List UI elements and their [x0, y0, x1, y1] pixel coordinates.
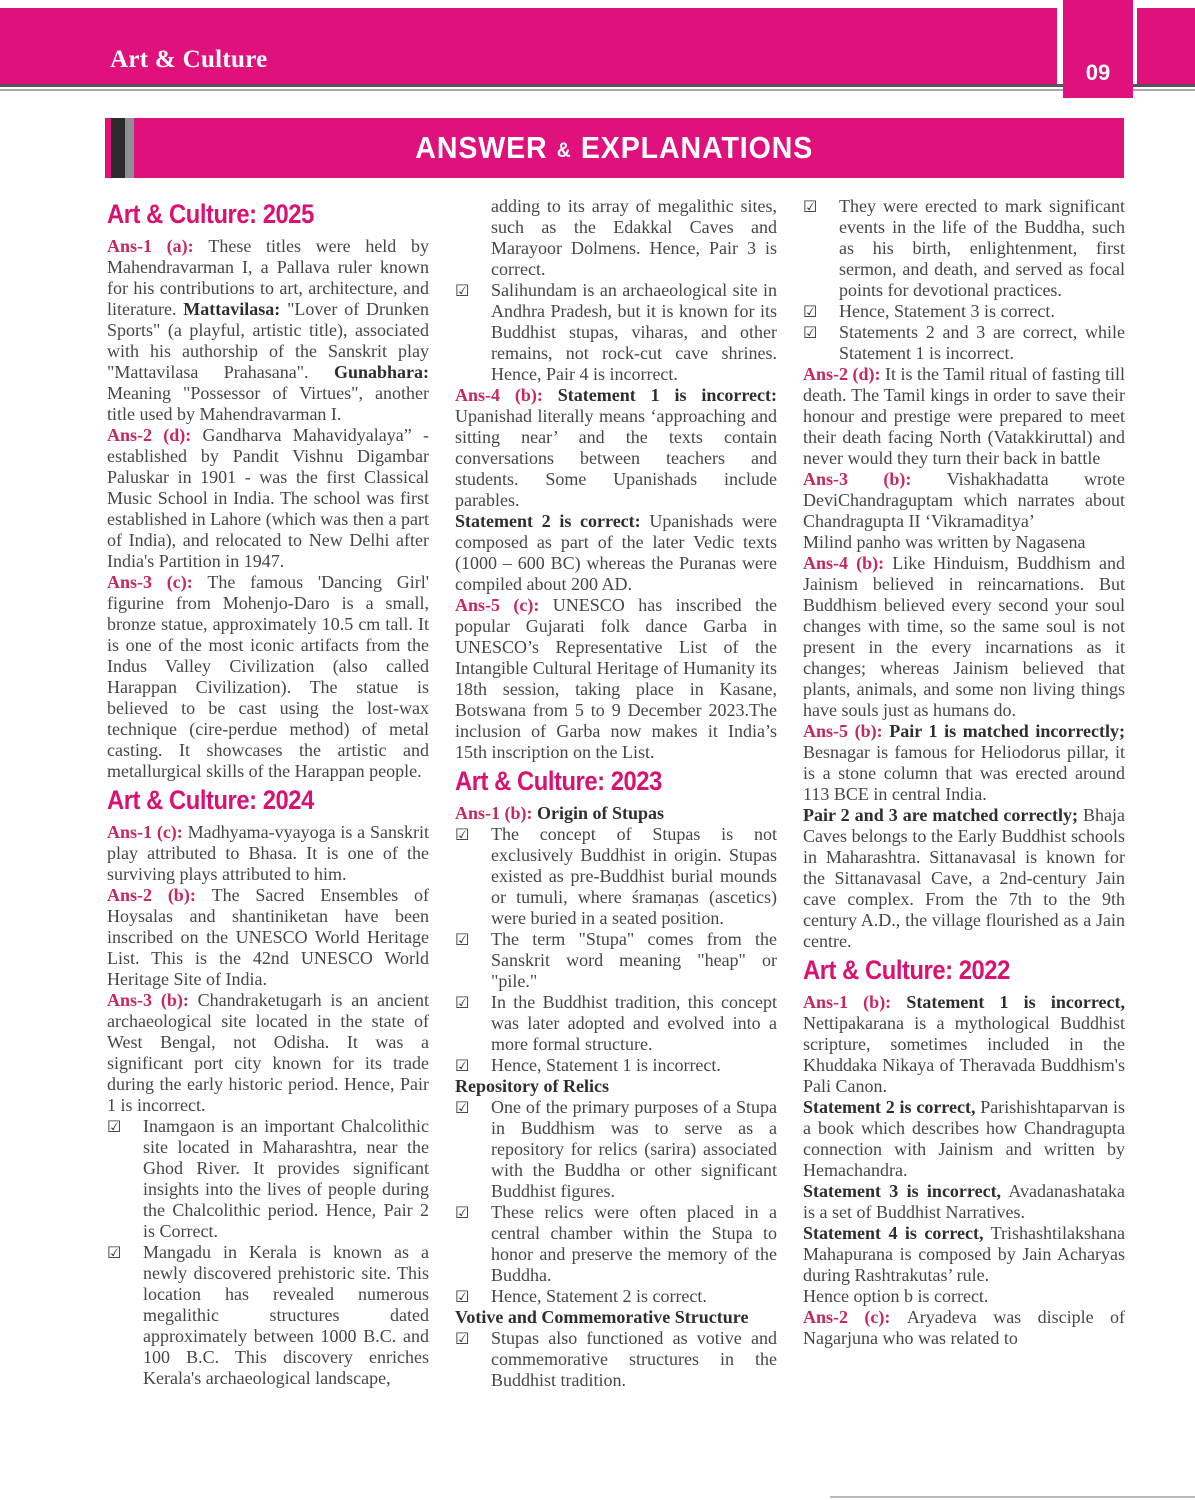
header-corner-block [1137, 8, 1195, 84]
body-text: Salihundam is an archaeological site in Andhra Pradesh, but it is known for its Buddhist stupas, viharas, and other remains, not rock-cut cave shrines. Hence, Pair 4 is incorrect. [491, 280, 777, 384]
check-item-text [839, 196, 1125, 301]
body-text: Stupas also functioned as votive and commemorative structures in the Buddhist tradition. [491, 1328, 777, 1390]
bold-text: Gunabhara: [333, 362, 429, 382]
answer-paragraph [107, 572, 429, 782]
answer-label: Ans-3 (b): [107, 990, 198, 1010]
answer-label: Ans-4 (b): [803, 553, 893, 573]
check-item [455, 280, 777, 385]
body-text: The famous 'Dancing Girl' figurine from Mohenjo-Daro is a small, bronze statue, approximately 10.5 cm tall. It is one of the most iconic artifacts from the Indus Valley Civilization (also called Harappan Civilization). The statue is believed to be cast using the lost-wax technique (cire-perdue method) of metal casting. It showcases the artistic and metallurgical skills of the Harappan people. [107, 572, 429, 781]
section-header-text: Art & Culture: 2023 [455, 766, 662, 796]
check-item-text [491, 929, 777, 992]
check-item-text [143, 1116, 429, 1242]
answer-label: Ans-1 (c): [107, 822, 188, 842]
column-3 [803, 196, 1125, 1496]
checked-checkbox-icon: ☑ [455, 930, 470, 949]
answer-paragraph [803, 805, 1125, 952]
body-text: Parishishtaparvan is a book which describes how Chandragupta connection with Jainism and written by Hemachandra. [803, 1097, 1125, 1180]
body-text: Upanishad literally means ‘approaching and sitting near’ and the texts contain conversations between teachers and students. Some Upanishads include parables. [455, 406, 777, 510]
check-item-text [491, 1286, 777, 1307]
body-text: Nettipakarana is a mythological Buddhist scripture, sometimes included in the Khuddaka Nikaya of Theravada Buddhism's Pali Canon. [803, 1013, 1125, 1096]
answer-label: Ans-5 (b): [803, 721, 890, 741]
body-text: Bhaja Caves belongs to the Early Buddhist schools in Maharashtra. Sittanavasal is known for the Sittanavasal Cave, a 2nd-century Jain cave complex. From the 7th to the 9th century A.D., the village flourished as a Jain centre. [803, 805, 1125, 951]
body-text: The term "Stupa" comes from the Sanskrit word meaning "heap" or "pile." [491, 929, 777, 991]
answer-label: Ans-2 (d): [803, 364, 886, 384]
check-item [455, 1286, 777, 1307]
body-text: Madhyama-vyayoga is a Sanskrit play attributed to Bhasa. It is one of the surviving plays attributed to him. [107, 822, 429, 884]
check-item-text [491, 1202, 777, 1286]
answer-label: Ans-1 (b): [803, 992, 907, 1012]
bold-text: Statement 2 is correct, [803, 1097, 976, 1117]
body-text: They were erected to mark significant events in the life of the Buddha, such as his birth, enlightenment, first sermon, and death, and served as focal points for devotional practices. [839, 196, 1125, 300]
answer-paragraph [107, 885, 429, 990]
body-text: Hence, Statement 2 is correct. [491, 1286, 707, 1306]
checked-checkbox-icon: ☑ [455, 1287, 470, 1306]
column-2 [455, 196, 777, 1496]
body-text: It is the Tamil ritual of fasting till death. The Tamil kings in order to save their honour and prestige were prepared to meet their death facing North (Vatakkiruttal) and never would they turn their back in battle [803, 364, 1125, 468]
answer-paragraph [107, 236, 429, 425]
bold-text: Statement 1 is incorrect: [557, 385, 777, 405]
section-header [107, 785, 429, 818]
body-text: The concept of Stupas is not exclusively Buddhist in origin. Stupas existed as pre-Buddhist burial mounds or tumuli, where śramaṇas (ascetics) were buried in a seated position. [491, 824, 777, 928]
bold-text: Statement 1 is incorrect, [906, 992, 1125, 1012]
answer-paragraph [803, 469, 1125, 532]
answer-paragraph [455, 511, 777, 595]
checked-checkbox-icon: ☑ [803, 302, 818, 321]
bold-text: Votive and Commemorative Structure [455, 1307, 749, 1327]
answers-content [107, 196, 1125, 1496]
body-text: Besnagar is famous for Heliodorus pillar, it is a stone column that was erected around 113 BCE in central India. [803, 742, 1125, 804]
body-text: UNESCO has inscribed the popular Gujarati folk dance Garba in UNESCO’s Representative List of the Intangible Cultural Heritage of Humanity its 18th session, taking place in Kasane, Botswana from 5 to 9 December 2023.The inclusion of Garba now makes it India’s 15th inscription on the List. [455, 595, 777, 762]
bold-text: Pair 1 is matched incorrectly; [889, 721, 1125, 741]
bold-text: Repository of Relics [455, 1076, 609, 1096]
checked-checkbox-icon: ☑ [455, 993, 470, 1012]
answer-paragraph [803, 1286, 1125, 1307]
body-text: In the Buddhist tradition, this concept was later adopted and evolved into a more formal structure. [491, 992, 777, 1054]
body-text: Milind panho was written by Nagasena [803, 532, 1086, 552]
answer-label: Ans-3 (c): [107, 572, 208, 592]
check-item-text [491, 1328, 777, 1391]
check-item-text [491, 824, 777, 929]
check-item [107, 1242, 429, 1389]
section-header-text: Art & Culture: 2024 [107, 785, 314, 815]
body-text: These relics were often placed in a central chamber within the Stupa to honor and preserve the memory of the Buddha. [491, 1202, 777, 1285]
body-text: Mangadu in Kerala is known as a newly discovered prehistoric site. This location has revealed numerous megalithic structures dated approximately between 1000 B.C. and 100 B.C. This discovery enriches Kerala's archaeological landscape, [143, 1242, 429, 1388]
body-text: Vishakhadatta wrote DeviChandraguptam which narrates about Chandragupta II ‘Vikramaditya’ [803, 469, 1125, 531]
checked-checkbox-icon: ☑ [107, 1243, 122, 1262]
answer-paragraph [107, 425, 429, 572]
header-band [0, 8, 1057, 84]
checked-checkbox-icon: ☑ [803, 197, 818, 216]
check-item [803, 322, 1125, 364]
bold-text: Mattavilasa: [183, 299, 281, 319]
section-header [107, 199, 429, 232]
body-text: Trishashtilakshana Mahapurana is composed by Jain Acharyas during Rashtrakutas’ rule. [803, 1223, 1125, 1285]
check-item-text [839, 301, 1125, 322]
body-text: These titles were held by Mahendravarman I, a Pallava ruler known for his contributions to art, architecture, and literature. [107, 236, 429, 319]
body-text: Hence option b is correct. [803, 1286, 989, 1306]
answer-paragraph [107, 822, 429, 885]
check-item-text [491, 992, 777, 1055]
check-item-text [491, 280, 777, 385]
bold-text: Statement 2 is correct: [455, 511, 641, 531]
check-item-text [491, 1097, 777, 1202]
body-text: Inamgaon is an important Chalcolithic site located in Maharashtra, near the Ghod River. It provides significant insights into the lives of people during the Chalcolithic period. Hence, Pair 2 is Correct. [143, 1116, 429, 1241]
check-item-text [491, 196, 777, 280]
banner-black-strip [111, 118, 125, 178]
answer-paragraph [803, 532, 1125, 553]
bold-text: Origin of Stupas [537, 803, 665, 823]
answer-label: Ans-2 (c): [803, 1307, 907, 1327]
checked-checkbox-icon: ☑ [455, 281, 470, 300]
answer-label: Ans-4 (b): [455, 385, 558, 405]
banner-ampersand: & [557, 139, 572, 162]
body-text: "Lover of Drunken Sports" (a playful, artistic title), associated with his authorship of the Sanskrit play "Mattavilasa Prahasana". [107, 299, 429, 382]
bold-text: Statement 3 is incorrect, [803, 1181, 1002, 1201]
answer-label: Ans-1 (a): [107, 236, 209, 256]
check-item [455, 1055, 777, 1076]
answer-paragraph [455, 595, 777, 763]
answer-paragraph [803, 1181, 1125, 1223]
check-indent-spacer [455, 196, 491, 280]
check-item [803, 301, 1125, 322]
check-item [455, 1097, 777, 1202]
body-text: The Sacred Ensembles of Hoysalas and shantiniketan have been inscribed on the UNESCO World Heritage List. This is the 42nd UNESCO World Heritage Site of India. [107, 885, 429, 989]
answer-label: Ans-3 (b): [803, 469, 947, 489]
chapter-title: Art & Culture [110, 46, 268, 73]
banner-gray-strip [125, 118, 134, 178]
check-item-text [491, 1055, 777, 1076]
check-item [455, 824, 777, 929]
answer-label: Ans-2 (d): [107, 425, 203, 445]
checked-checkbox-icon: ☑ [455, 1329, 470, 1348]
body-text: One of the primary purposes of a Stupa in Buddhism was to serve as a repository for relics (sarira) associated with the Buddha or other significant Buddhist figures. [491, 1097, 777, 1201]
bold-text: Statement 4 is correct, [803, 1223, 984, 1243]
body-text: Aryadeva was disciple of Nagarjuna who was related to [803, 1307, 1125, 1348]
answer-paragraph [107, 990, 429, 1116]
footer-rule [830, 1496, 1195, 1498]
checked-checkbox-icon: ☑ [455, 825, 470, 844]
body-text: Gandharva Mahavidyalaya” - established by Pandit Vishnu Digambar Paluskar in 1901 - was the first Classical Music School in India. The school was first established in Lahore (which was then a part of India), and relocated to New Delhi after India's Partition in 1947. [107, 425, 429, 571]
answer-label: Ans-5 (c): [455, 595, 553, 615]
body-text: Upanishads were composed as part of the later Vedic texts (1000 – 600 BC) whereas the Puranas were compiled about 200 AD. [455, 511, 777, 594]
banner-word-explanations: EXPLANATIONS [581, 130, 814, 165]
check-item [455, 992, 777, 1055]
answer-paragraph [455, 1076, 777, 1097]
check-item-text [143, 1242, 429, 1389]
answer-label: Ans-1 (b): [455, 803, 538, 823]
answer-paragraph [803, 1307, 1125, 1349]
answer-paragraph [803, 553, 1125, 721]
answer-paragraph [455, 1307, 777, 1328]
check-item [107, 1116, 429, 1242]
body-text: adding to its array of megalithic sites, such as the Edakkal Caves and Marayoor Dolmens. Hence, Pair 3 is correct. [491, 196, 777, 279]
check-item [455, 929, 777, 992]
section-header [455, 766, 777, 799]
body-text: Avadanashataka is a set of Buddhist Narratives. [803, 1181, 1125, 1222]
body-text: Meaning "Possessor of Virtues", another title used by Mahendravarman I. [107, 383, 429, 424]
header-rule-dark [0, 84, 1195, 87]
page-number-box [1063, 0, 1133, 98]
banner-word-answer: ANSWER [415, 130, 548, 165]
section-header-text: Art & Culture: 2025 [107, 199, 314, 229]
bold-text: Pair 2 and 3 are matched correctly; [803, 805, 1078, 825]
body-text: Hence, Statement 3 is correct. [839, 301, 1055, 321]
answer-paragraph [803, 721, 1125, 805]
answer-paragraph [803, 1097, 1125, 1181]
body-text: Hence, Statement 1 is incorrect. [491, 1055, 721, 1075]
check-item-text [839, 322, 1125, 364]
continuation-item [455, 196, 777, 280]
header-rule-light [0, 89, 1195, 91]
answer-paragraph [455, 803, 777, 824]
check-item [803, 196, 1125, 301]
answer-paragraph [803, 992, 1125, 1097]
section-header-text: Art & Culture: 2022 [803, 955, 1010, 985]
answer-label: Ans-2 (b): [107, 885, 212, 905]
body-text: Statements 2 and 3 are correct, while Statement 1 is incorrect. [839, 322, 1125, 363]
banner-title [416, 130, 814, 166]
check-item [455, 1202, 777, 1286]
answer-paragraph [803, 364, 1125, 469]
answer-paragraph [803, 1223, 1125, 1286]
section-header [803, 955, 1125, 988]
body-text: Chandraketugarh is an ancient archaeological site located in the state of West Bengal, not Odisha. It was a significant port city known for its trade during the early historic period. Hence, Pair 1 is incorrect. [107, 990, 429, 1115]
check-item [455, 1328, 777, 1391]
checked-checkbox-icon: ☑ [455, 1203, 470, 1222]
answer-paragraph [455, 385, 777, 511]
page-number: 09 [1085, 60, 1111, 85]
checked-checkbox-icon: ☑ [803, 323, 818, 342]
checked-checkbox-icon: ☑ [455, 1056, 470, 1075]
body-text: Like Hinduism, Buddhism and Jainism believed in reincarnations. But Buddhism believed every second your soul changes with time, so the same soul is not present in the every incarnations as it changes; whereas Jainism believed that plants, animals, and some non living things have souls just as humans do. [803, 553, 1125, 720]
column-1 [107, 196, 429, 1496]
checked-checkbox-icon: ☑ [107, 1117, 122, 1136]
checked-checkbox-icon: ☑ [455, 1098, 470, 1117]
answers-banner [105, 118, 1124, 178]
